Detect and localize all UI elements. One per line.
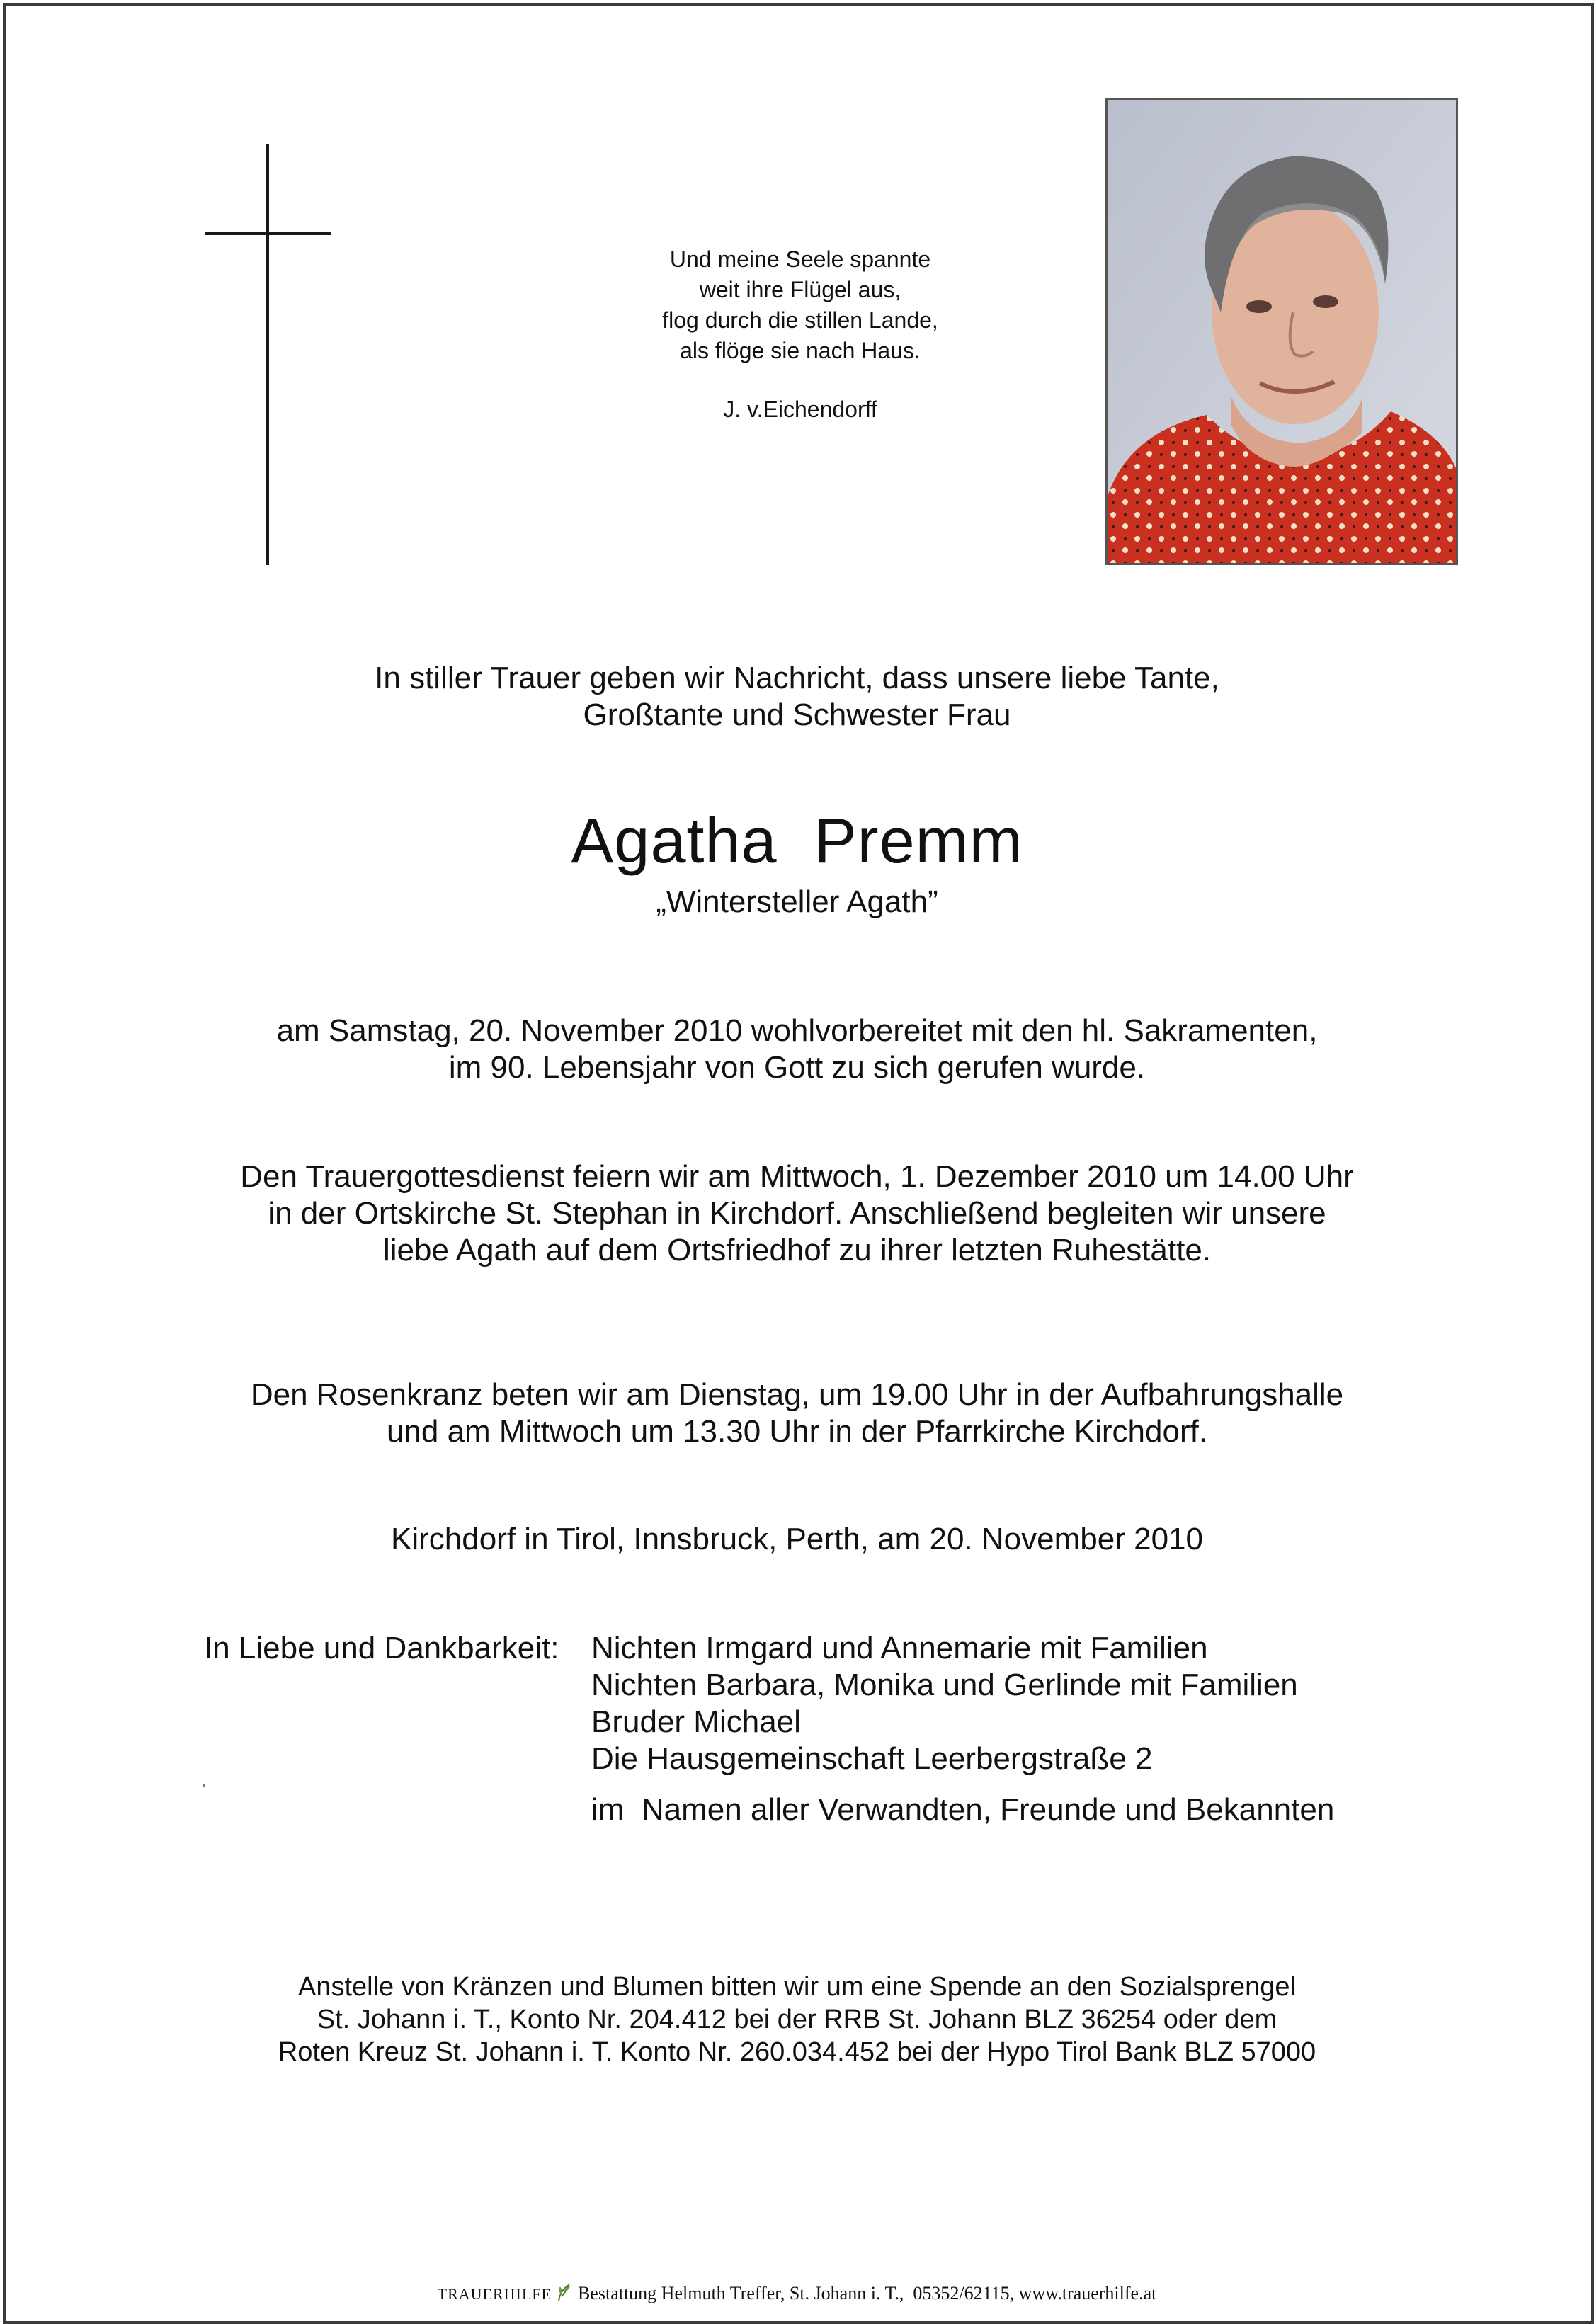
poem-author: J. v.Eichendorff — [723, 397, 877, 422]
donation-line: Roten Kreuz St. Johann i. T. Konto Nr. 260.034.452 bei der Hypo Tirol Bank BLZ 57000 — [278, 2037, 1316, 2067]
place-date: Kirchdorf in Tirol, Innsbruck, Perth, am 20. November 2010 — [391, 1522, 1203, 1556]
cross-horizontal-bar — [205, 232, 331, 235]
death-notice-line: im 90. Lebensjahr von Gott zu sich gerufen wurde. — [448, 1050, 1146, 1085]
deceased-nickname: „Wintersteller Agath” — [656, 884, 938, 919]
poem-block — [581, 244, 1020, 425]
mourner-entry: Die Hausgemeinschaft Leerbergstraße 2 — [591, 1741, 1153, 1776]
funeral-service-line: Den Trauergottesdienst feiern wir am Mittwoch, 1. Dezember 2010 um 14.00 Uhr — [240, 1159, 1354, 1194]
donation-request — [0, 1971, 1594, 2068]
footer-brand: TRAUERHILFE — [437, 2285, 552, 2303]
stray-dot — [203, 1784, 205, 1787]
funeral-service — [0, 1158, 1594, 1269]
funeral-service-line: liebe Agath auf dem Ortsfriedhof zu ihrer letzten Ruhestätte. — [382, 1233, 1212, 1268]
rosary-line: und am Mittwoch um 13.30 Uhr in der Pfarrkirche Kirchdorf. — [386, 1414, 1208, 1449]
intro-line: In stiller Trauer geben wir Nachricht, dass unsere liebe Tante, — [375, 661, 1219, 695]
donation-line: Anstelle von Kränzen und Blumen bitten wir um eine Spende an den Sozialsprengel — [297, 1972, 1296, 2002]
intro-line: Großtante und Schwester Frau — [583, 697, 1011, 732]
death-notice — [0, 1013, 1594, 1086]
footer — [0, 2282, 1594, 2306]
poem-line: Und meine Seele spannte — [669, 246, 931, 272]
poem-line: als flöge sie nach Haus. — [680, 338, 921, 363]
portrait-photo-illustration — [1108, 100, 1456, 563]
cross-vertical-bar — [266, 144, 269, 565]
donation-line: St. Johann i. T., Konto Nr. 204.412 bei der RRB St. Johann BLZ 36254 oder dem — [317, 2005, 1277, 2034]
mourner-entry: Nichten Barbara, Monika und Gerlinde mit Familien — [591, 1668, 1298, 1702]
poem-line: weit ihre Flügel aus, — [699, 277, 901, 302]
portrait-photo — [1105, 98, 1458, 565]
funeral-service-line: in der Ortskirche St. Stephan in Kirchdorf. Anschließend begleiten wir unsere — [268, 1196, 1326, 1231]
mourner-entry: Bruder Michael — [591, 1704, 801, 1739]
mourners-list — [591, 1630, 1334, 1828]
rosary-line: Den Rosenkranz beten wir am Dienstag, um 19.00 Uhr in der Aufbahrungshalle — [250, 1377, 1344, 1412]
rosary-info — [0, 1377, 1594, 1450]
mourners-label: In Liebe und Dankbarkeit: — [204, 1631, 559, 1665]
death-notice-line: am Samstag, 20. November 2010 wohlvorbereitet mit den hl. Sakramenten, — [276, 1013, 1318, 1048]
poem-line: flog durch die stillen Lande, — [662, 307, 938, 333]
intro-text — [0, 660, 1594, 734]
mourner-entry: Nichten Irmgard und Annemarie mit Familien — [591, 1631, 1208, 1665]
deceased-name: Agatha Premm — [571, 806, 1023, 877]
footer-text: Bestattung Helmuth Treffer, St. Johann i. T., 05352/62115, www.trauerhilfe.at — [577, 2283, 1157, 2303]
mourners-closing: im Namen aller Verwandten, Freunde und Bekannten — [591, 1792, 1335, 1827]
leaf-logo-icon — [556, 2282, 573, 2302]
